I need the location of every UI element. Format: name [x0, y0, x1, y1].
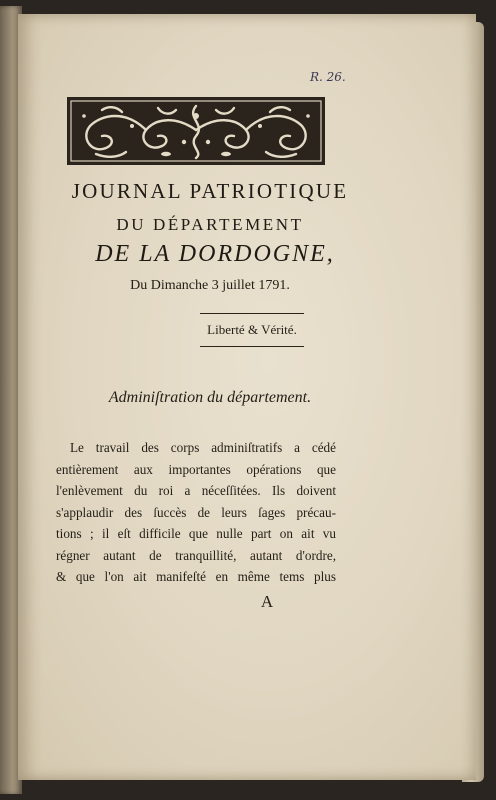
signature-mark: A	[260, 592, 274, 611]
text-line: tions ; il eſt difficile que nulle part on ait vu	[56, 526, 336, 541]
masthead-region: DE LA DORDOGNE,	[95, 241, 335, 267]
text-line: régner autant de tranquillité, autant d'ordre,	[56, 547, 336, 563]
text-line: entièrement aux importantes opérations que	[56, 461, 336, 477]
issue-date: Du Dimanche 3 juillet 1791.	[130, 278, 290, 293]
floral-headpiece-ornament-icon	[66, 96, 326, 166]
motto: Liberté & Vérité.	[207, 322, 297, 337]
section-heading: Adminiſtration du département.	[108, 389, 312, 406]
shelfmark-annotation: R. 26.	[310, 70, 346, 84]
motto-rule-bottom	[200, 346, 304, 347]
motto-rule-top	[200, 313, 304, 314]
text-line: & que l'on ait manifeſté en même tems plus	[56, 569, 336, 584]
masthead-title: JOURNAL PATRIOTIQUE	[71, 179, 349, 203]
text-line: s'applaudir des ſuccès de leurs ſages précau-	[56, 504, 336, 520]
masthead-subtitle: DU DÉPARTEMENT	[116, 215, 304, 234]
article-body	[56, 437, 336, 588]
text-line: l'enlèvement du roi a néceſſitées. Ils doivent	[56, 483, 336, 498]
text-line: Le travail des corps adminiſtratifs a cédé	[70, 440, 336, 455]
